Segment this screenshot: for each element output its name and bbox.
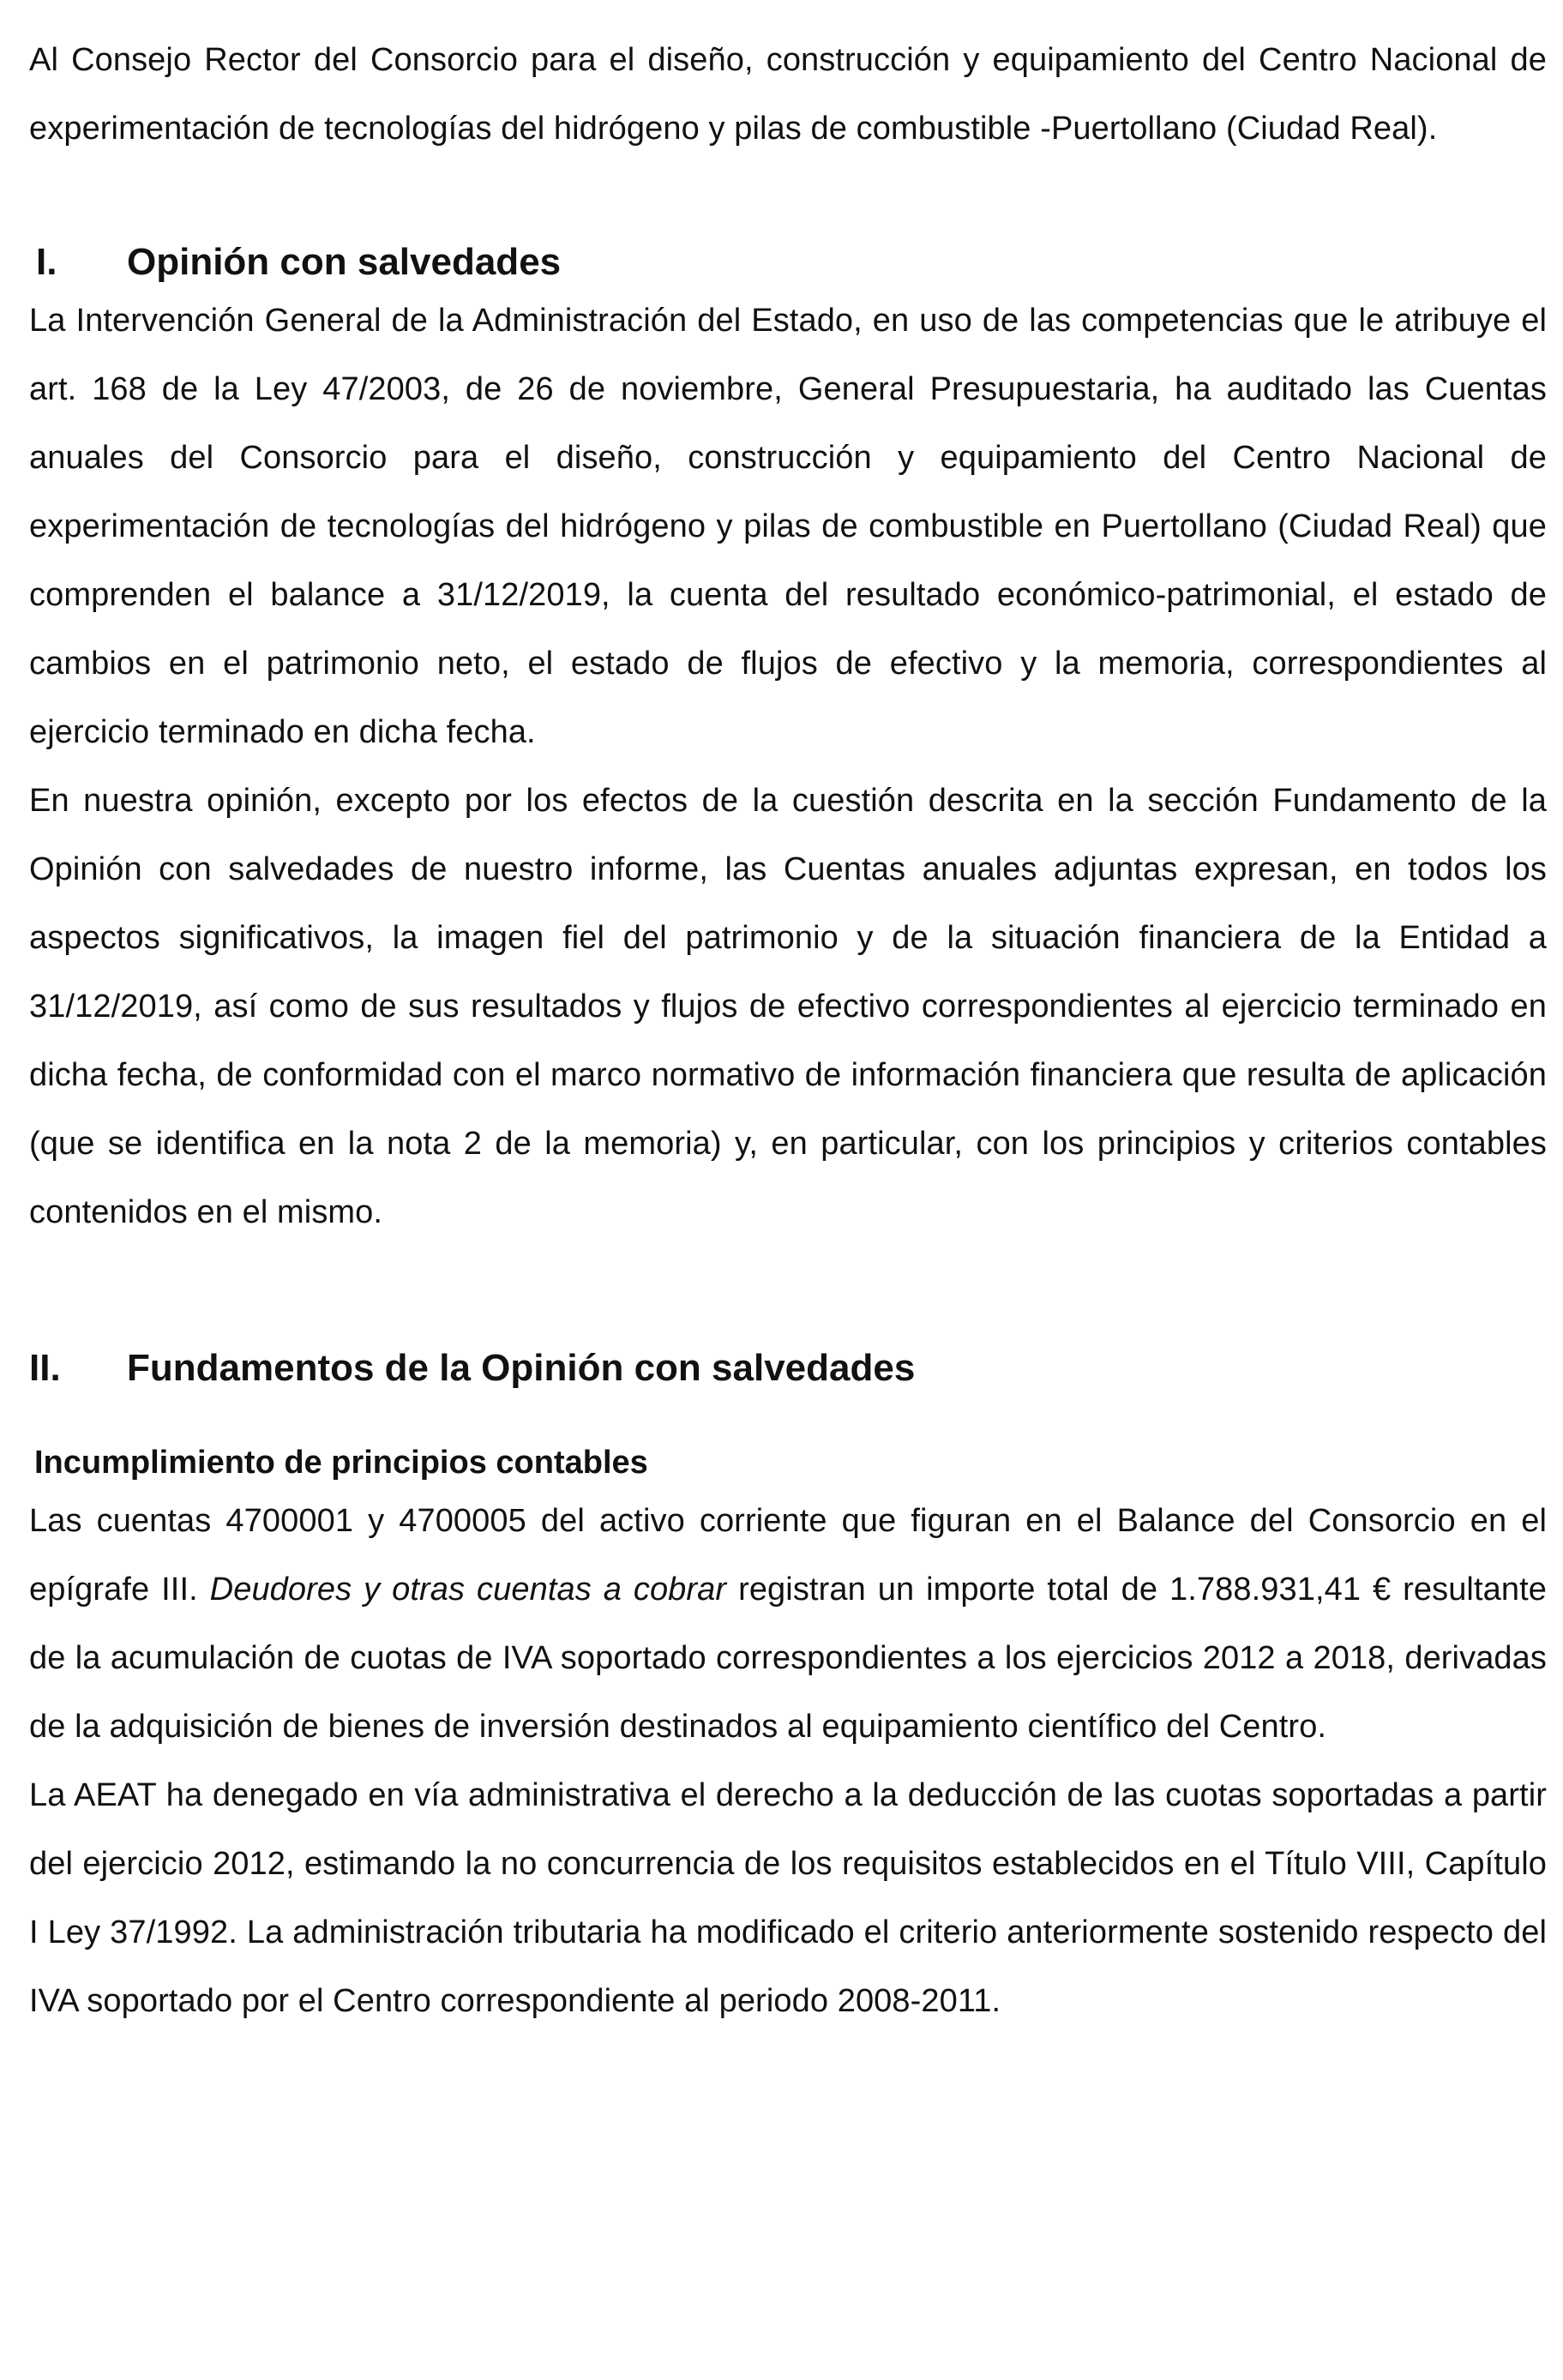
paragraph: En nuestra opinión, excepto por los efectos de la cuestión descrita en la sección Fundamento de la Opinión con salvedades de nuestro informe, las Cuentas anuales adjuntas expresan, en todos los aspectos significativos, la imagen fiel del patrimonio y de la situación financiera de la Entidad a 31/12/2019, así como de sus resultados y flujos de efectivo correspondientes al ejercicio terminado en dicha fecha, de conformidad con el marco normativo de información financiera que resulta de aplicación (que se identifica en la nota 2 de la memoria) y, en particular, con los principios y criterios contables contenidos en el mismo. bbox=[29, 783, 1547, 1230]
italic-text: Deudores y otras cuentas a cobrar bbox=[209, 1572, 727, 1608]
subheading: Incumplimiento de principios contables bbox=[34, 1445, 648, 1481]
paragraph bbox=[29, 1487, 1547, 1761]
paragraph: La Intervención General de la Administración del Estado, en uso de las competencias que le atribuye el art. 168 de la Ley 47/2003, de 26 de noviembre, General Presupuestaria, ha auditado las Cuentas anuales del Consorcio para el diseño, construcción y equipamiento del Centro Nacional de experimentación de tecnologías del hidrógeno y pilas de combustible en Puertollano (Ciudad Real) que comprenden el balance a 31/12/2019, la cuenta del resultado económico-patrimonial, el estado de cambios en el patrimonio neto, el estado de flujos de efectivo y la memoria, correspondientes al ejercicio terminado en dicha fecha. bbox=[29, 303, 1547, 750]
section-title: Opinión con salvedades bbox=[127, 241, 562, 283]
section-heading-1 bbox=[36, 238, 1547, 286]
document-page bbox=[29, 26, 1547, 2035]
section-title: Fundamentos de la Opinión con salvedades bbox=[127, 1347, 916, 1389]
section-number: II. bbox=[29, 1347, 61, 1389]
paragraph-text: Las cuentas 4700001 y 4700005 del activo corriente que figuran en el Balance del Consorcio en el epígrafe III. bbox=[29, 1503, 1547, 1608]
section-number: I. bbox=[36, 241, 57, 283]
paragraph: La AEAT ha denegado en vía administrativa el derecho a la deducción de las cuotas soportadas a partir del ejercicio 2012, estimando la no concurrencia de los requisitos establecidos en el Título VIII, Capítulo I Ley 37/1992. La administración tributaria ha modificado el criterio anteriormente sostenido respecto del IVA soportado por el Centro correspondiente al periodo 2008-2011. bbox=[29, 1777, 1547, 2019]
section-heading-2 bbox=[29, 1344, 1547, 1392]
paragraph-text: registran un importe total de 1.788.931,41 € resultante de la acumulación de cuotas de IVA soportado correspondientes a los ejercicios 2012 a 2018, derivadas de la adquisición de bienes de inversión destinados al equipamiento científico del Centro. bbox=[29, 1572, 1547, 1745]
intro-paragraph: Al Consejo Rector del Consorcio para el diseño, construcción y equipamiento del Centro Nacional de experimentación de tecnologías del hidrógeno y pilas de combustible -Puertollano (Ciudad Real). bbox=[29, 42, 1547, 147]
